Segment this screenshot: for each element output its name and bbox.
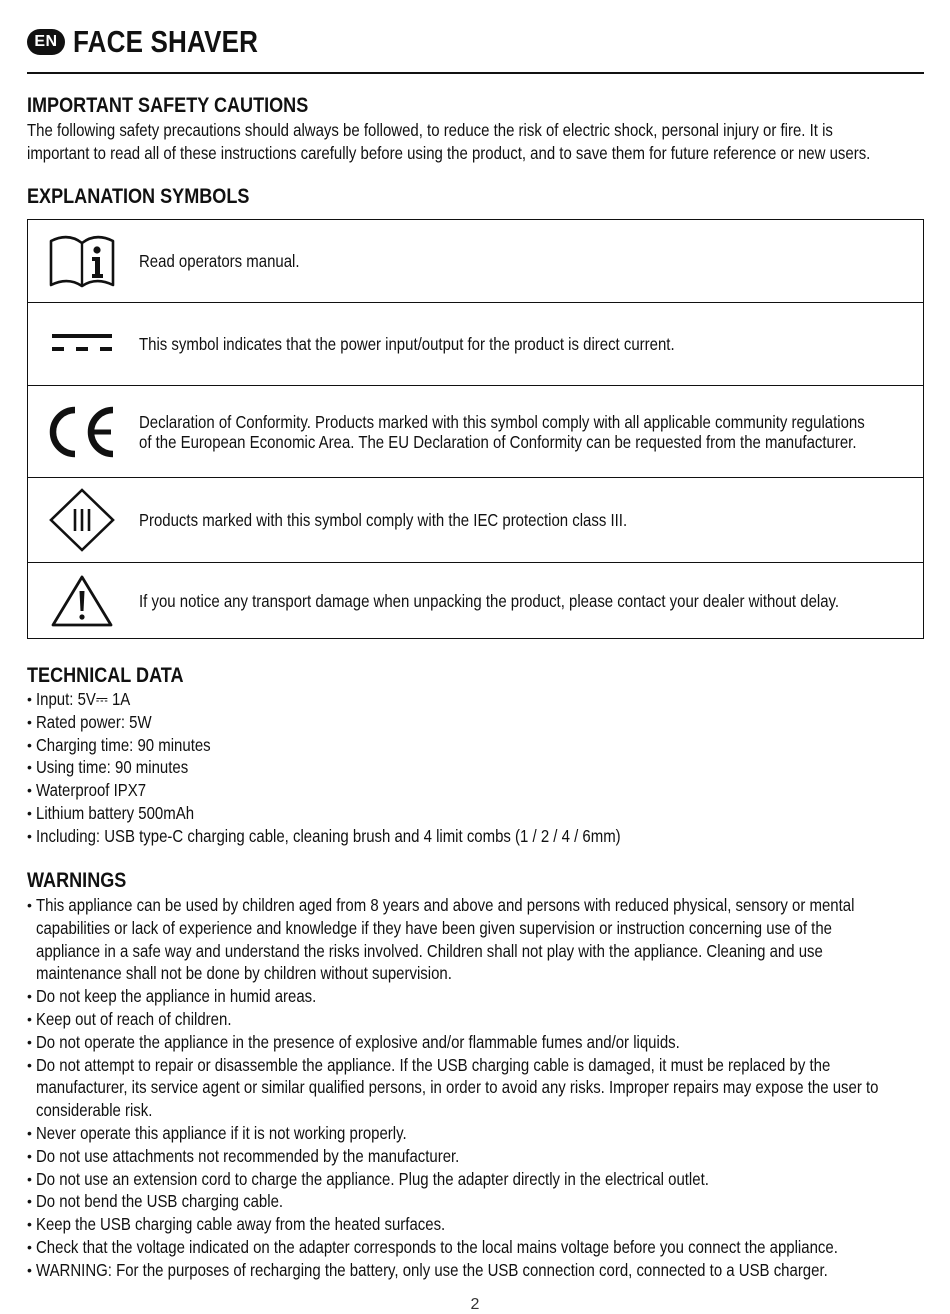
protection-class-iii-icon xyxy=(42,478,122,562)
language-badge: EN xyxy=(27,29,65,55)
symbols-heading: EXPLANATION SYMBOLS xyxy=(27,185,250,208)
list-item: • Keep out of reach of children. xyxy=(27,1008,950,1031)
list-item: • Never operate this appliance if it is not working properly. xyxy=(27,1122,950,1145)
symbol-row xyxy=(28,220,923,302)
list-item: • This appliance can be used by children aged from 8 years and above and persons with reduced physical, sensory or mental capabilities or lack of experience and knowledge if they have been given supervision or instruction concerning use of the appliance in a safe way and understand the risks involved. Children shall not play with the appliance. Cleaning and use maintenance shall not be done by children without supervision. xyxy=(27,894,950,985)
symbol-description: This symbol indicates that the power input/output for the product is direct current. xyxy=(139,334,675,354)
list-item: • Using time: 90 minutes xyxy=(27,756,950,779)
safety-paragraph xyxy=(27,119,925,165)
list-item: • Do not use an extension cord to charge the appliance. Plug the adapter directly in the electrical outlet. xyxy=(27,1168,950,1191)
technical-heading: TECHNICAL DATA xyxy=(27,664,184,687)
ce-mark-icon xyxy=(42,386,122,477)
symbol-row xyxy=(28,562,923,638)
list-item: • Do not use attachments not recommended by the manufacturer. xyxy=(27,1145,950,1168)
safety-line: important to read all of these instructions carefully before using the product, and to save them for future reference or new users. xyxy=(27,143,871,163)
manual-info-icon xyxy=(42,220,122,302)
list-item: • Input: 5V⎓ 1A xyxy=(27,688,950,711)
symbol-row xyxy=(28,477,923,562)
header-divider xyxy=(27,72,924,74)
warnings-list xyxy=(27,894,950,1282)
list-item: • Do not attempt to repair or disassemble the appliance. If the USB charging cable is damaged, it must be replaced by the manufacturer, its service agent or similar qualified persons, in order to avoid any risks. Improper repairs may expose the user to considerable risk. xyxy=(27,1054,950,1122)
list-item: • Rated power: 5W xyxy=(27,711,950,734)
list-item: • Lithium battery 500mAh xyxy=(27,802,950,825)
list-item: • Keep the USB charging cable away from the heated surfaces. xyxy=(27,1213,950,1236)
safety-line: The following safety precautions should always be followed, to reduce the risk of electric shock, personal injury or fire. It is xyxy=(27,120,833,140)
symbol-description: If you notice any transport damage when unpacking the product, please contact your dealer without delay. xyxy=(139,590,840,611)
list-item: • Check that the voltage indicated on the adapter corresponds to the local mains voltage before you connect the appliance. xyxy=(27,1236,950,1259)
safety-heading: IMPORTANT SAFETY CAUTIONS xyxy=(27,94,309,117)
list-item: • Do not bend the USB charging cable. xyxy=(27,1190,950,1213)
warnings-heading: WARNINGS xyxy=(27,869,127,892)
list-item: • Do not keep the appliance in humid areas. xyxy=(27,985,950,1008)
symbol-row xyxy=(28,302,923,385)
symbol-description-line: Declaration of Conformity. Products marked with this symbol comply with all applicable community regulations xyxy=(139,411,865,432)
list-item: • Do not operate the appliance in the presence of explosive and/or flammable fumes and/or liquids. xyxy=(27,1031,950,1054)
symbol-row xyxy=(28,385,923,477)
list-item: • Charging time: 90 minutes xyxy=(27,734,950,757)
technical-list xyxy=(27,688,950,848)
list-item: • Waterproof IPX7 xyxy=(27,779,950,802)
list-item: • Including: USB type-C charging cable, cleaning brush and 4 limit combs (1 / 2 / 4 / 6mm) xyxy=(27,825,950,848)
page-header xyxy=(27,22,293,62)
symbol-description-line: of the European Economic Area. The EU Declaration of Conformity can be requested from the manufacturer. xyxy=(139,431,857,452)
list-item: • WARNING: For the purposes of recharging the battery, only use the USB connection cord, connected to a USB charger. xyxy=(27,1259,950,1282)
page-title: FACE SHAVER xyxy=(73,24,259,59)
symbol-description: Read operators manual. xyxy=(139,251,300,271)
page-number: 2 xyxy=(470,1296,480,1313)
symbol-description: Products marked with this symbol comply with the IEC protection class III. xyxy=(139,510,628,530)
symbols-table xyxy=(27,219,924,639)
warning-triangle-icon xyxy=(42,563,122,638)
direct-current-icon xyxy=(42,303,122,385)
